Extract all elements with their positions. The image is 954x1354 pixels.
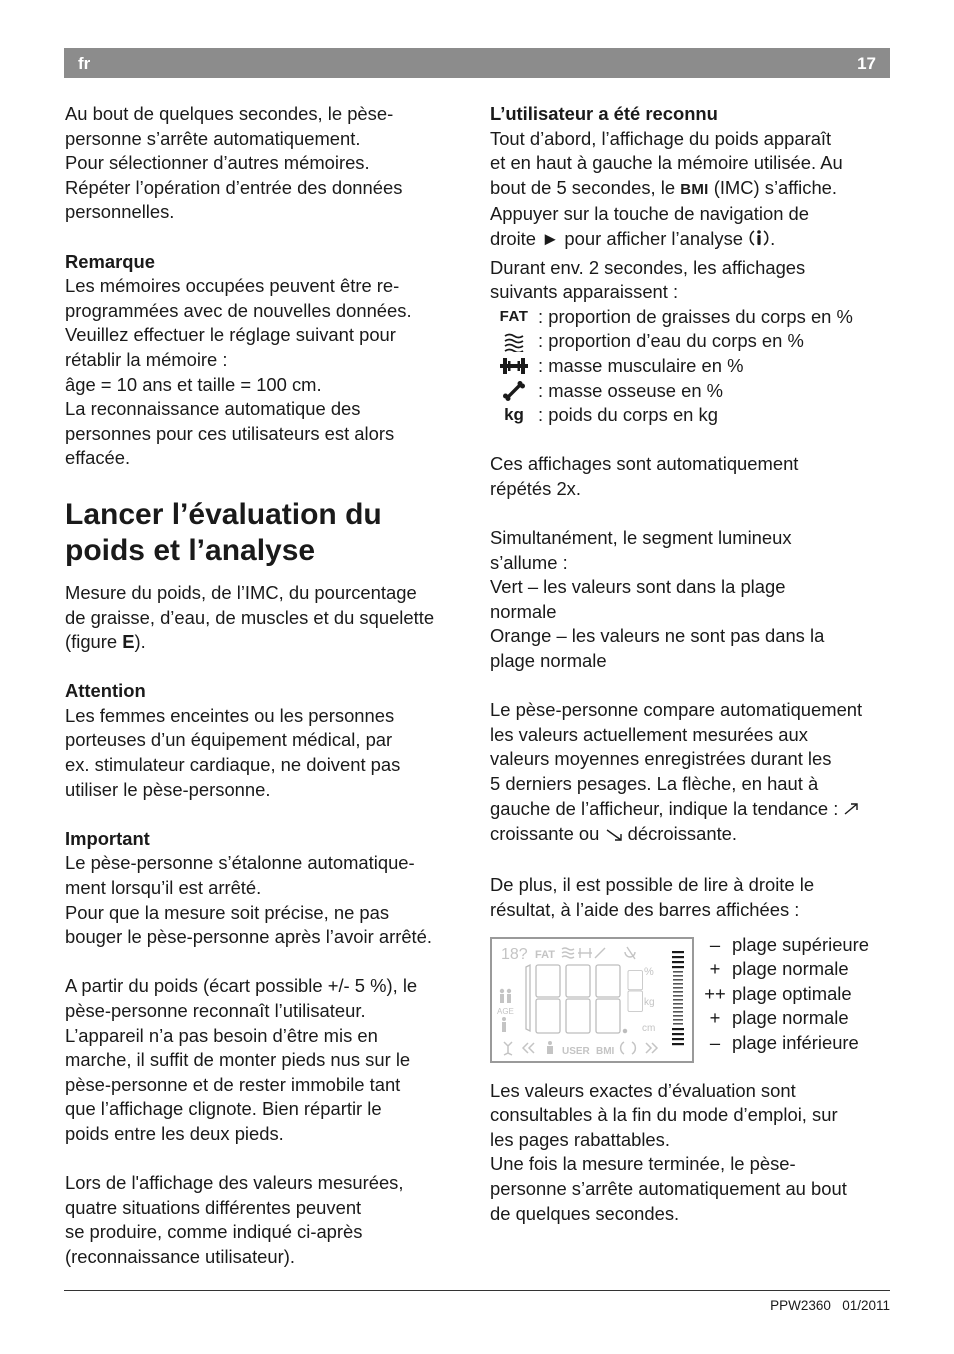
kg-symbol: kg [504, 405, 524, 425]
text-line [65, 630, 475, 655]
section-title [65, 497, 475, 569]
text-line: bouger le pèse-personne après l’avoir arrêté. [65, 926, 433, 948]
text-line: personnelles. [65, 201, 175, 223]
lcd-top-icons [562, 947, 635, 959]
text-fragment: (IMC) s’affiche. [708, 176, 838, 198]
text-line: valeurs moyennes enregistrées durant les [490, 748, 832, 770]
text-line: pèse-personne reconnaît l’utilisateur. [65, 1000, 366, 1021]
text-line: marche, il suffit de monter pieds nus sur le [65, 1049, 411, 1071]
text-line: et en haut à gauche la mémoire utilisée. Au [490, 152, 843, 174]
text-line: Les mémoires occupées peuvent être re- [65, 275, 400, 297]
important-heading: Important [65, 827, 150, 849]
text-line: résultat, à l’aide des barres affichées : [490, 899, 800, 920]
indicator-bone [490, 379, 890, 404]
text-line [490, 822, 890, 849]
text-line: A partir du poids (écart possible +/- 5 %), le [65, 975, 418, 997]
text-line: les pages rabattables. [490, 1128, 670, 1150]
text-line: consultables à la fin du mode d’emploi, sur [490, 1104, 838, 1126]
text-line: Le pèse-personne compare automatiquement [490, 699, 863, 721]
remarque-heading: Remarque [65, 250, 155, 272]
text-line: Appuyer sur la touche de navigation de [490, 203, 809, 225]
lcd-bar-scale [672, 951, 684, 1045]
legend-row [698, 1031, 869, 1056]
repeat-paragraph [490, 452, 890, 501]
indicator-label: : masse musculaire en % [538, 354, 744, 376]
left-column [65, 102, 475, 1270]
text-fragment: . [770, 227, 776, 249]
text-line [490, 227, 890, 256]
lcd-illustration-block [490, 933, 890, 1067]
text-line: plage normale [490, 650, 607, 672]
text-line: Répéter l’opération d’entrée des données [65, 176, 403, 198]
lcd-percent-text: % [644, 965, 654, 978]
text-line: Au bout de quelques secondes, le pèse- [65, 103, 394, 124]
remarque-paragraph [65, 274, 475, 471]
lcd-digits [526, 965, 642, 1033]
text-line: Veuillez effectuer le réglage suivant pour [65, 324, 396, 346]
text-line: Simultanément, le segment lumineux [490, 527, 792, 549]
text-line: Les femmes enceintes ou les personnes [65, 704, 395, 726]
text-fragment: (figure [65, 631, 123, 653]
important-paragraph [65, 851, 475, 949]
text-fragment: décroissante. [627, 823, 738, 845]
legend-row [698, 957, 869, 982]
text-line: Vert – les valeurs sont dans la plage [490, 576, 786, 598]
text-line: ex. stimulateur cardiaque, ne doivent pas [65, 754, 401, 776]
text-line: Lors de l'affichage des valeurs mesurées, [65, 1172, 404, 1194]
bmi-symbol: BMI [680, 180, 709, 198]
text-line: Une fois la mesure terminée, le pèse- [490, 1153, 796, 1175]
right-column [490, 102, 890, 1226]
text-line [490, 176, 890, 203]
text-line: Tout d’abord, l’affichage du poids apparaît [490, 127, 832, 149]
text-line: programmées avec de nouvelles données. [65, 299, 412, 321]
text-line: personne s’arrête automatiquement au bout [490, 1177, 847, 1199]
page-number: 17 [857, 54, 876, 73]
text-line: poids entre les deux pieds. [65, 1122, 284, 1144]
segment-paragraph [490, 526, 890, 674]
lcd-kg-text: kg [644, 996, 655, 1008]
text-line: 5 derniers pesages. La flèche, en haut à [490, 773, 819, 795]
text-line: De plus, il est possible de lire à droite le [490, 874, 815, 896]
lcd-bmi-text: BMI [596, 1045, 615, 1057]
water-icon [490, 332, 538, 352]
indicator-fat [490, 305, 890, 330]
text-line: âge = 10 ans et taille = 100 cm. [65, 373, 322, 395]
weight-recognition-paragraph [65, 974, 475, 1146]
figure-ref: E [122, 631, 135, 653]
legend-symbol: + [709, 958, 721, 980]
text-line: ment lorsqu’il est arrêté. [65, 877, 262, 899]
legend-label: plage normale [732, 958, 849, 980]
text-line: Durant env. 2 secondes, les affichages [490, 256, 806, 278]
text-line: de quelques secondes. [490, 1202, 680, 1224]
text-line: suivants apparaissent : [490, 281, 679, 303]
text-line: Pour que la mesure soit précise, ne pas [65, 901, 390, 923]
legend-symbol: – [709, 933, 721, 955]
indicator-kg [490, 403, 890, 428]
attention-paragraph [65, 704, 475, 802]
trend-paragraph [490, 698, 890, 849]
text-line: répétés 2x. [490, 477, 581, 499]
user-recognized-heading: L’utilisateur a été reconnu [490, 103, 718, 124]
text-line: (reconnaissance utilisateur). [65, 1245, 295, 1267]
text-line: Ces affichages sont automatiquement [490, 453, 799, 475]
legend-row [698, 1006, 869, 1031]
indicator-label: : poids du corps en kg [538, 404, 718, 426]
legend-label: plage inférieure [732, 1031, 859, 1053]
section-title-line-2: poids et l’analyse [65, 533, 316, 567]
lcd-user-text: USER [562, 1045, 590, 1057]
lcd-cm-text: cm [642, 1022, 656, 1034]
indicator-water [490, 329, 890, 354]
text-fragment: bout de 5 secondes, le [490, 176, 681, 198]
indicator-label: : masse osseuse en % [538, 379, 724, 401]
text-line: pèse-personne et de rester immobile tant [65, 1073, 401, 1095]
lcd-body-icon [547, 1041, 553, 1054]
bar-scale-legend [698, 933, 869, 1056]
legend-label: plage normale [732, 1007, 849, 1029]
indicator-label: : proportion d’eau du corps en % [538, 330, 804, 352]
text-line: Le pèse-personne s’étalonne automatique- [65, 852, 415, 874]
text-fragment: gauche de l’afficheur, indique la tendance : [490, 797, 839, 819]
text-line: personnes pour ces utilisateurs est alors [65, 422, 395, 444]
bone-icon [490, 380, 538, 402]
legend-row [698, 982, 869, 1007]
legend-label: plage supérieure [732, 933, 870, 955]
legend-symbol: + [709, 1007, 721, 1029]
text-line: porteuses d’un équipement médical, par [65, 729, 393, 751]
text-line: personne s’arrête automatiquement. [65, 127, 361, 149]
text-line: effacée. [65, 447, 131, 469]
legend-symbol: – [709, 1031, 721, 1053]
text-line: Les valeurs exactes d’évaluation sont [490, 1079, 796, 1101]
indicator-muscle [490, 354, 890, 379]
text-line: se produire, comme indiqué ci-après [65, 1221, 363, 1243]
user-recognized-paragraph [490, 127, 890, 305]
footer-divider [64, 1290, 890, 1291]
indicator-label: : proportion de graisses du corps en % [538, 305, 853, 327]
header-bar [64, 48, 890, 78]
display-situations-paragraph [65, 1171, 475, 1269]
text-line: Orange – les valeurs ne sont pas dans la [490, 625, 825, 647]
fat-symbol: FAT [499, 307, 529, 325]
intro-paragraph [65, 102, 475, 225]
text-fragment: croissante ou [490, 823, 600, 845]
text-line: que l’affichage clignote. Bien répartir le [65, 1098, 382, 1120]
text-fragment: droite ► pour afficher l’analyse [490, 227, 749, 249]
body-analysis-icon [748, 227, 770, 256]
text-line [490, 797, 890, 823]
text-line: normale [490, 600, 557, 622]
legend-label: plage optimale [732, 982, 852, 1004]
lcd-age-text: AGE [497, 1006, 514, 1016]
section-subtitle [65, 581, 475, 655]
text-line: La reconnaissance automatique des [65, 398, 361, 420]
trend-up-arrow-icon [843, 798, 859, 823]
text-line: L’appareil n’a pas besoin d’être mis en [65, 1024, 378, 1046]
legend-symbol: ++ [704, 982, 726, 1004]
lcd-fat-text: FAT [535, 948, 555, 961]
text-fragment: ). [134, 631, 146, 653]
text-line: s’allume : [490, 551, 568, 573]
lcd-memory-text: 18? [501, 945, 528, 963]
text-line: quatre situations différentes peuvent [65, 1196, 362, 1218]
footer-model-date: PPW2360 01/2011 [770, 1298, 890, 1313]
section-title-line-1: Lancer l’évaluation du [65, 497, 382, 531]
lcd-display-illustration [490, 937, 694, 1063]
dumbbell-icon [490, 357, 538, 375]
attention-heading: Attention [65, 680, 146, 702]
text-line: Mesure du poids, de l’IMC, du pourcentage [65, 581, 417, 603]
text-line: Pour sélectionner d’autres mémoires. [65, 152, 370, 174]
text-line: utiliser le pèse-personne. [65, 778, 271, 800]
trend-down-arrow-icon [605, 824, 623, 849]
text-line: les valeurs actuellement mesurées aux [490, 723, 808, 745]
text-line: rétablir la mémoire : [65, 348, 228, 370]
final-paragraph [490, 1079, 890, 1227]
text-line: de graisse, d’eau, de muscles et du squelette [65, 606, 435, 628]
bars-paragraph [490, 873, 890, 922]
indicator-list [490, 305, 890, 428]
legend-row [698, 933, 869, 958]
language-label: fr [78, 54, 91, 73]
